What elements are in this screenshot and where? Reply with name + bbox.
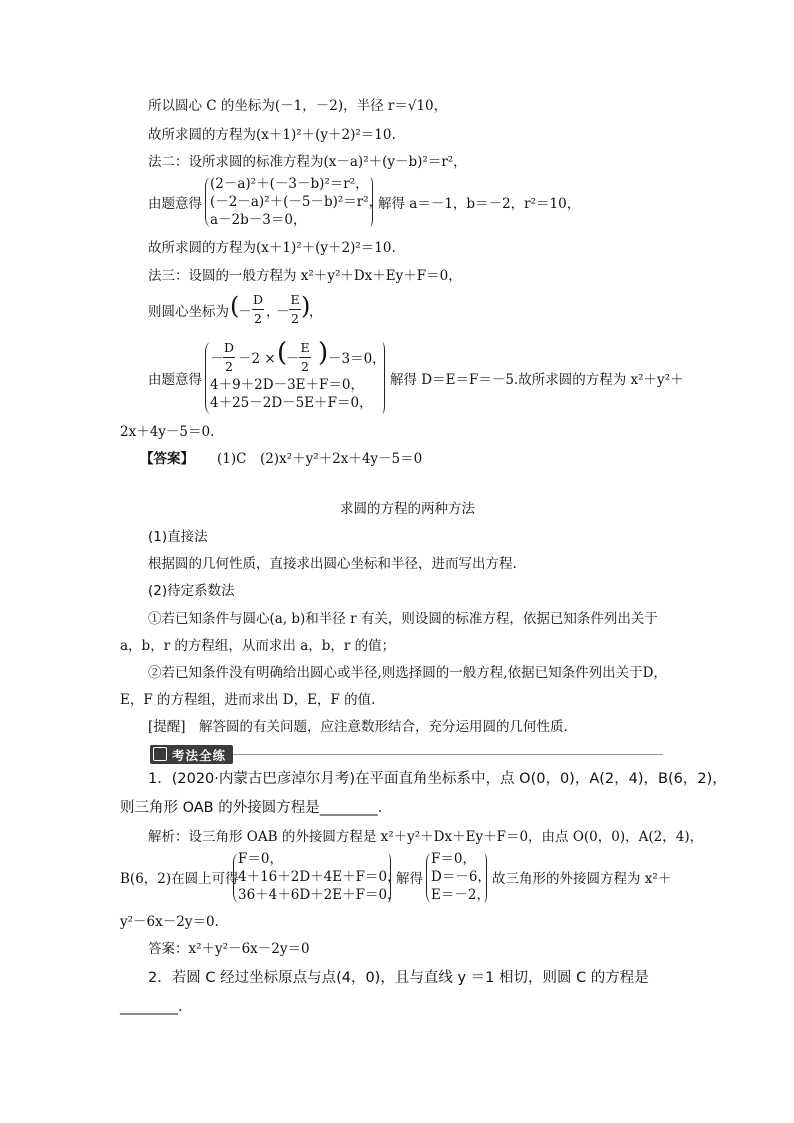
- right-brace: [369, 177, 373, 227]
- section-title: 求圆的方程的两种方法: [340, 501, 475, 517]
- solution-line: 故所求圆的方程为(x＋1)²＋(y＋2)²＝10.: [148, 240, 396, 256]
- right-paren: ): [318, 338, 329, 368]
- answer-text: (1)C (2)x²＋y²＋2x＋4y－5＝0: [217, 451, 423, 467]
- method-heading: (2)待定系数法: [148, 583, 235, 599]
- system-row: F＝0，: [431, 851, 476, 867]
- comma: ，: [309, 304, 323, 320]
- question-text: 2．若圆 C 经过坐标原点与点(4，0)，且与直线 y ＝1 相切，则圆 C 的方程是: [148, 970, 649, 986]
- answer-text: 答案：x²＋y²－6x－2y＝0: [148, 941, 310, 957]
- method-text: a，b，r 的方程组，从而求出 a，b，r 的值；: [120, 638, 396, 654]
- fraction-denominator: 2: [254, 311, 262, 326]
- answer-label: 【答案】: [140, 451, 194, 467]
- fraction-denominator: 2: [291, 311, 299, 326]
- fraction-bar: [299, 357, 311, 358]
- solution-line: 所以圆心 C 的坐标为(－1，－2)，半径 r＝√10，: [148, 98, 448, 114]
- question-text: 1．(2020·内蒙古巴彦淖尔月考)在平面直角坐标系中，点 O(0，0)，A(2，4)，B(6，2)，: [148, 771, 727, 787]
- system-row: E＝－2，: [431, 887, 490, 903]
- fraction-bar: [223, 357, 235, 358]
- fraction-bar: [289, 309, 301, 310]
- solution-line: 2x＋4y－5＝0.: [120, 424, 215, 440]
- system-row: F＝0，: [238, 851, 283, 867]
- solution-line: 解析：设三角形 OAB 的外接圆方程是 x²＋y²＋Dx＋Ey＋F＝0，由点 O(0，0)，A(2，4)，: [148, 829, 704, 845]
- right-brace: [381, 342, 385, 414]
- tip-text: [提醒] 解答圆的有关问题，应注意数形结合，充分运用圆的几何性质.: [148, 719, 568, 735]
- fraction-numerator: D: [252, 292, 264, 307]
- system-row: －2 ×: [238, 351, 276, 367]
- system-row: 36＋4＋6D＋2E＋F＝0，: [238, 887, 401, 903]
- solution-line: 故所求圆的方程为(x＋1)²＋(y＋2)²＝10.: [148, 127, 396, 143]
- solution-line: y²－6x－2y＝0.: [120, 914, 219, 930]
- minus-sign: －: [238, 304, 252, 320]
- method-text: ②若已知条件没有明确给出圆心或半径,则选择圆的一般方程,依据已知条件列出关于D，: [148, 665, 667, 681]
- system-result: 故三角形的外接圆方程为 x²＋: [492, 871, 672, 887]
- fraction-denominator: 2: [301, 359, 309, 374]
- right-brace: [483, 853, 487, 903]
- minus-sign: －: [210, 351, 224, 367]
- method-heading: (1)直接法: [148, 529, 208, 545]
- system-prefix: 由题意得: [148, 372, 202, 388]
- system-row: 4＋16＋2D＋4E＋F＝0，: [238, 869, 401, 885]
- minus-sign: －: [276, 304, 290, 320]
- fraction-numerator: D: [223, 340, 235, 355]
- question-text: ________．: [120, 999, 193, 1015]
- fraction-bar: [252, 309, 264, 310]
- method-text: E，F 的方程组，进而求出 D，E，F 的值.: [120, 692, 376, 708]
- system-prefix: B(6，2)在圆上可得: [120, 871, 239, 887]
- fraction-denominator: 2: [225, 359, 233, 374]
- fraction-numerator: E: [300, 340, 310, 355]
- system-result: 解得 D＝E＝F＝－5.故所求圆的方程为 x²＋y²＋: [390, 372, 684, 388]
- minus-sign: －: [286, 351, 300, 367]
- system-result: 解得 a＝－1，b＝－2，r²＝10，: [378, 196, 581, 212]
- system-row: (2－a)²＋(－3－b)²＝r²，: [210, 176, 369, 192]
- method-text: ①若已知条件与圆心(a, b)和半径 r 有关，则设圆的标准方程，依据已知条件列出关于: [148, 611, 658, 627]
- system-result: 解得: [396, 871, 423, 887]
- fraction-numerator: E: [290, 292, 300, 307]
- system-row: (－2－a)²＋(－5－b)²＝r²，: [210, 194, 383, 210]
- system-row: 4＋9＋2D－3E＋F＝0，: [210, 377, 364, 393]
- method-three-line: 法三：设圆的一般方程为 x²＋y²＋Dx＋Ey＋F＝0，: [148, 268, 462, 284]
- badge-label: 考法全练: [172, 748, 227, 763]
- system-row: D＝－6，: [431, 869, 491, 885]
- question-text: 则三角形 OAB 的外接圆方程是________．: [120, 800, 393, 816]
- method-text: 根据圆的几何性质，直接求出圆心坐标和半径，进而写出方程.: [148, 556, 517, 572]
- right-paren: ): [301, 292, 311, 320]
- center-prefix: 则圆心坐标为: [148, 304, 229, 320]
- divider: [233, 754, 663, 755]
- checklist-icon: [153, 747, 167, 761]
- system-row: 4＋25－2D－5E＋F＝0，: [210, 395, 373, 411]
- comma: ，: [266, 304, 280, 320]
- method-two-line: 法二：设所求圆的标准方程为(x－a)²＋(y－b)²＝r²，: [148, 154, 467, 170]
- system-row: －3＝0，: [328, 351, 386, 367]
- section-badge: [150, 745, 233, 764]
- system-prefix: 由题意得: [148, 196, 202, 212]
- left-paren: (: [230, 292, 240, 320]
- system-row: a－2b－3＝0，: [210, 212, 307, 228]
- left-paren: (: [277, 338, 288, 368]
- right-brace: [387, 853, 391, 903]
